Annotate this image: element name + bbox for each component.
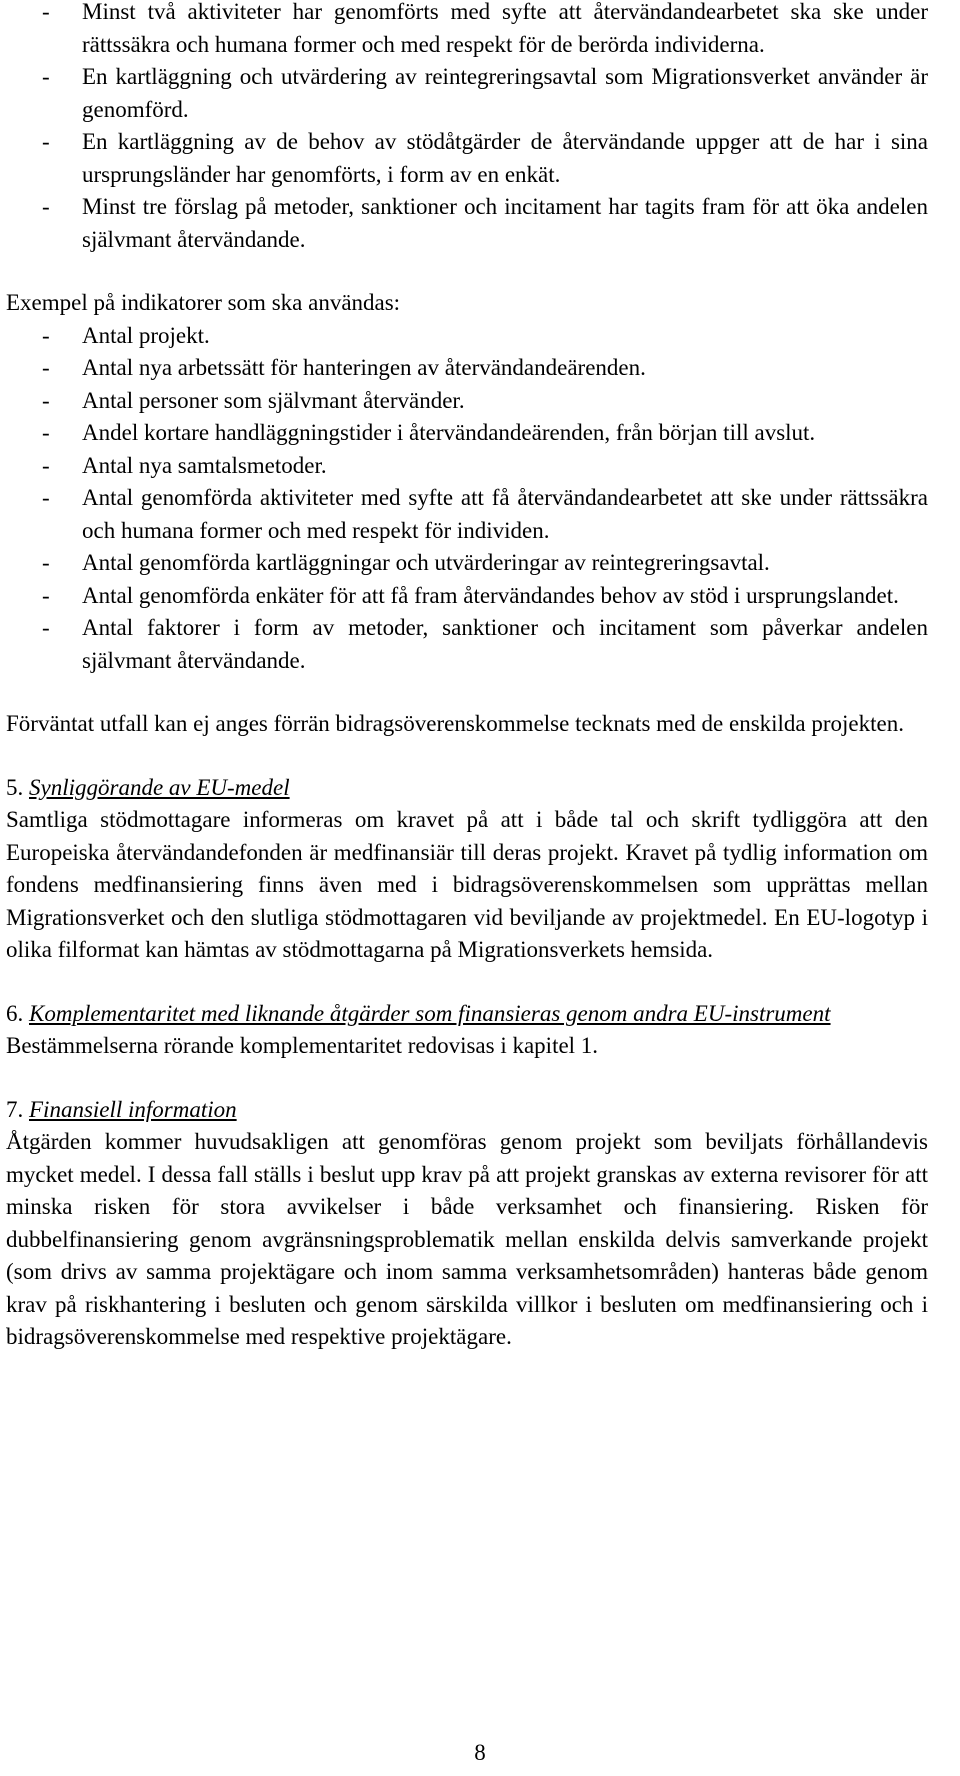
goal-item [6, 0, 928, 61]
goal-item [6, 191, 928, 256]
section-heading [6, 1094, 928, 1127]
indicator-item [6, 482, 928, 547]
spacer [6, 741, 928, 772]
indicator-item [6, 385, 928, 418]
bullet-dash: - [42, 129, 50, 154]
indicator-item [6, 580, 928, 613]
page-number: 8 [474, 1740, 486, 1765]
spacer [6, 967, 928, 998]
indicator-item [6, 320, 928, 353]
indicator-text: Antal genomförda kartläggningar och utvärderingar av reintegreringsavtal. [82, 550, 770, 575]
indicator-text: Antal faktorer i form av metoder, sanktioner och incitament som påverkar andelen självmant återvändande. [82, 615, 928, 673]
section-number: 5. [6, 774, 24, 800]
bullet-dash: - [42, 485, 50, 510]
indicator-text: Andel kortare handläggningstider i återvändandeärenden, från början till avslut. [82, 420, 816, 445]
section-title: Finansiell information [29, 1096, 237, 1122]
indicator-text: Antal genomförda enkäter för att få fram återvändandes behov av stöd i ursprungslandet. [82, 582, 899, 608]
indicator-text: Antal projekt. [82, 322, 210, 348]
goal-text: Minst tre förslag på metoder, sanktioner och incitament har tagits fram för att öka andelen självmant återvändande. [82, 194, 928, 252]
indicator-item [6, 417, 928, 450]
indicator-item [6, 450, 928, 483]
indicator-text: Antal nya arbetssätt för hanteringen av återvändandeärenden. [82, 355, 646, 380]
section-6 [6, 998, 928, 1063]
bullet-dash: - [42, 452, 50, 478]
section-body: Bestämmelserna rörande komplementaritet redovisas i kapitel 1. [6, 1033, 599, 1058]
spacer [6, 1063, 928, 1094]
bullet-dash: - [42, 64, 50, 89]
section-heading [6, 772, 928, 805]
section-body: Samtliga stödmottagare informeras om kravet på att i både tal och skrift tydliggöra att den Europeiska återvändandefonden är medfinansiär till deras projekt. Kravet på tydlig information om fondens medfinansiering finns även med i bidragsöverenskommelsen som upprättas mellan Migrationsverket och den slutliga stödmottagaren vid beviljande av projektmedel. En EU-logotyp i olika filformat kan hämtas av stödmottagarna på Migrationsverkets hemsida. [6, 807, 928, 962]
bullet-dash: - [42, 615, 50, 640]
section-7 [6, 1094, 928, 1354]
spacer [6, 256, 928, 287]
section-title: Synliggörande av EU-medel [29, 774, 290, 800]
indicator-text: Antal genomförda aktiviteter med syfte att få återvändandearbetet att ske under rättssäkra och humana former och med respekt för individen. [82, 485, 928, 543]
section-heading [6, 998, 928, 1031]
bullet-dash: - [42, 194, 50, 219]
goal-item [6, 126, 928, 191]
section-body: Åtgärden kommer huvudsakligen att genomföras genom projekt som beviljats förhållandevis mycket medel. I dessa fall ställs i beslut upp krav på att projekt granskas av externa revisorer för att minska risken för stora avvikelser i både verksamhet och finansiering. Risken för dubbelfinansiering genom avgränsningsproblematik mellan enskilda delvis samverkande projekt (som drivs av samma projektägare och inom samma verksamhetsområden) hanteras både genom krav på riskhantering i besluten och genom särskilda villkor i besluten om medfinansiering och i bidragsöverenskommelse med respektive projektägare. [6, 1129, 928, 1349]
section-number: 7. [6, 1096, 24, 1122]
indicator-item [6, 612, 928, 677]
indicator-text: Antal nya samtalsmetoder. [82, 452, 327, 478]
goal-text: En kartläggning av de behov av stödåtgärder de återvändande uppger att de har i sina ursprungsländer har genomförts, i form av en enkät. [82, 129, 928, 187]
section-number: 6. [6, 1000, 24, 1026]
bullet-dash: - [42, 420, 50, 445]
bullet-dash: - [42, 0, 50, 24]
indicator-item [6, 352, 928, 385]
bullet-dash: - [42, 355, 50, 380]
bullet-dash: - [42, 387, 50, 413]
indicator-text: Antal personer som självmant återvänder. [82, 387, 465, 413]
section-5 [6, 772, 928, 967]
bullet-dash: - [42, 550, 50, 575]
goal-item [6, 61, 928, 126]
section-title: Komplementaritet med liknande åtgärder som finansieras genom andra EU-instrument [29, 1000, 831, 1026]
goal-text: En kartläggning och utvärdering av reintegreringsavtal som Migrationsverket använder är genomförd. [82, 64, 928, 122]
expected-outcome-paragraph: Förväntat utfall kan ej anges förrän bidragsöverenskommelse tecknats med de enskilda projekten. [6, 711, 904, 736]
bullet-dash: - [42, 322, 50, 348]
goals-list [6, 0, 928, 256]
spacer [6, 677, 928, 708]
bullet-dash: - [42, 582, 50, 608]
indicators-section [6, 287, 928, 677]
goal-text: Minst två aktiviteter har genomförts med syfte att återvändandearbetet ska ske under rättssäkra och humana former och med respekt för de berörda individerna. [82, 0, 928, 57]
document-content [6, 0, 928, 1354]
indicator-item [6, 547, 928, 580]
indicators-intro: Exempel på indikatorer som ska användas: [6, 290, 401, 315]
